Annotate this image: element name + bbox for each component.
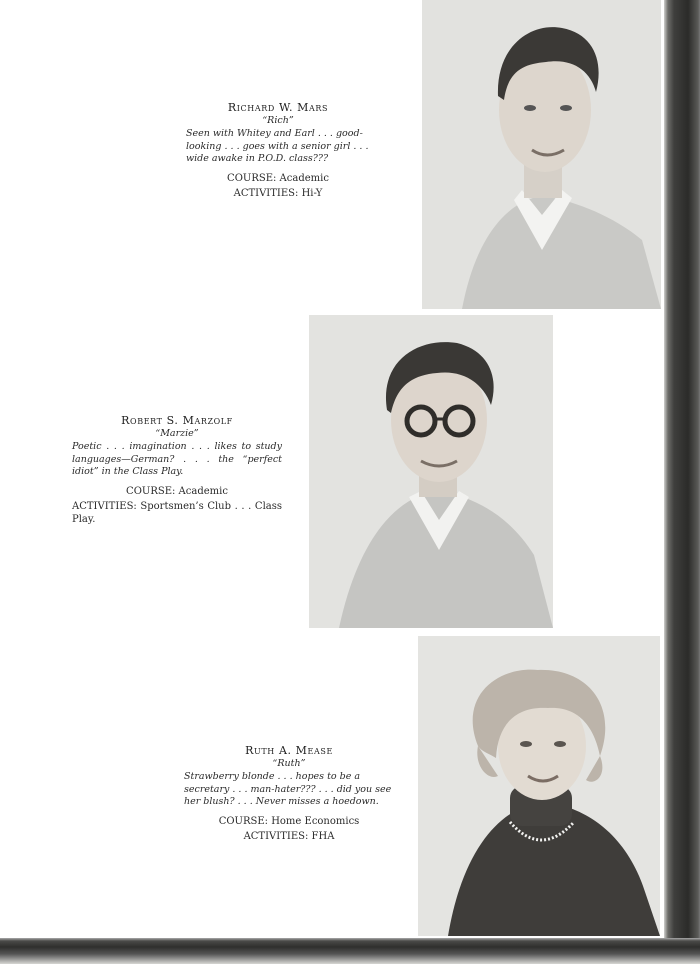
student-name: Richard W. Mars (227, 101, 329, 114)
portrait-photo-mease (418, 636, 660, 936)
student-nickname: “Ruth” (272, 758, 306, 769)
student-course: COURSE: Academic (227, 172, 329, 184)
student-entry-marzolf (72, 414, 282, 526)
student-activities: ACTIVITIES: Sportsmen’s Club . . . Class Play. (72, 500, 282, 525)
book-binding-edge (664, 0, 700, 964)
student-nickname: “Rich” (262, 115, 294, 126)
student-description: Poetic . . . imagination . . . likes to study languages—German? . . . the “perfect idiot” in the Class Play. (72, 441, 282, 477)
student-course: COURSE: Home Economics (218, 815, 360, 827)
student-course: COURSE: Academic (126, 485, 228, 497)
student-nickname: “Marzie” (155, 428, 199, 439)
student-entry-mease (184, 744, 394, 843)
student-description: Seen with Whitey and Earl . . . good-looking . . . goes with a senior girl . . . wide awake in P.O.D. class??? (186, 128, 369, 164)
student-name: Ruth A. Mease (245, 744, 333, 757)
book-bottom-edge (0, 938, 700, 964)
portrait-photo-marzolf (309, 315, 553, 628)
student-description: Strawberry blonde . . . hopes to be a secretary . . . man-hater??? . . . did you see her blush? . . . Never misses a hoedown. (184, 771, 392, 807)
portrait-photo-mars (422, 0, 661, 309)
student-entry-mars (186, 101, 370, 200)
student-activities: ACTIVITIES: FHA (243, 830, 335, 842)
student-name: Robert S. Marzolf (121, 414, 233, 427)
student-activities: ACTIVITIES: Hi-Y (233, 187, 323, 199)
